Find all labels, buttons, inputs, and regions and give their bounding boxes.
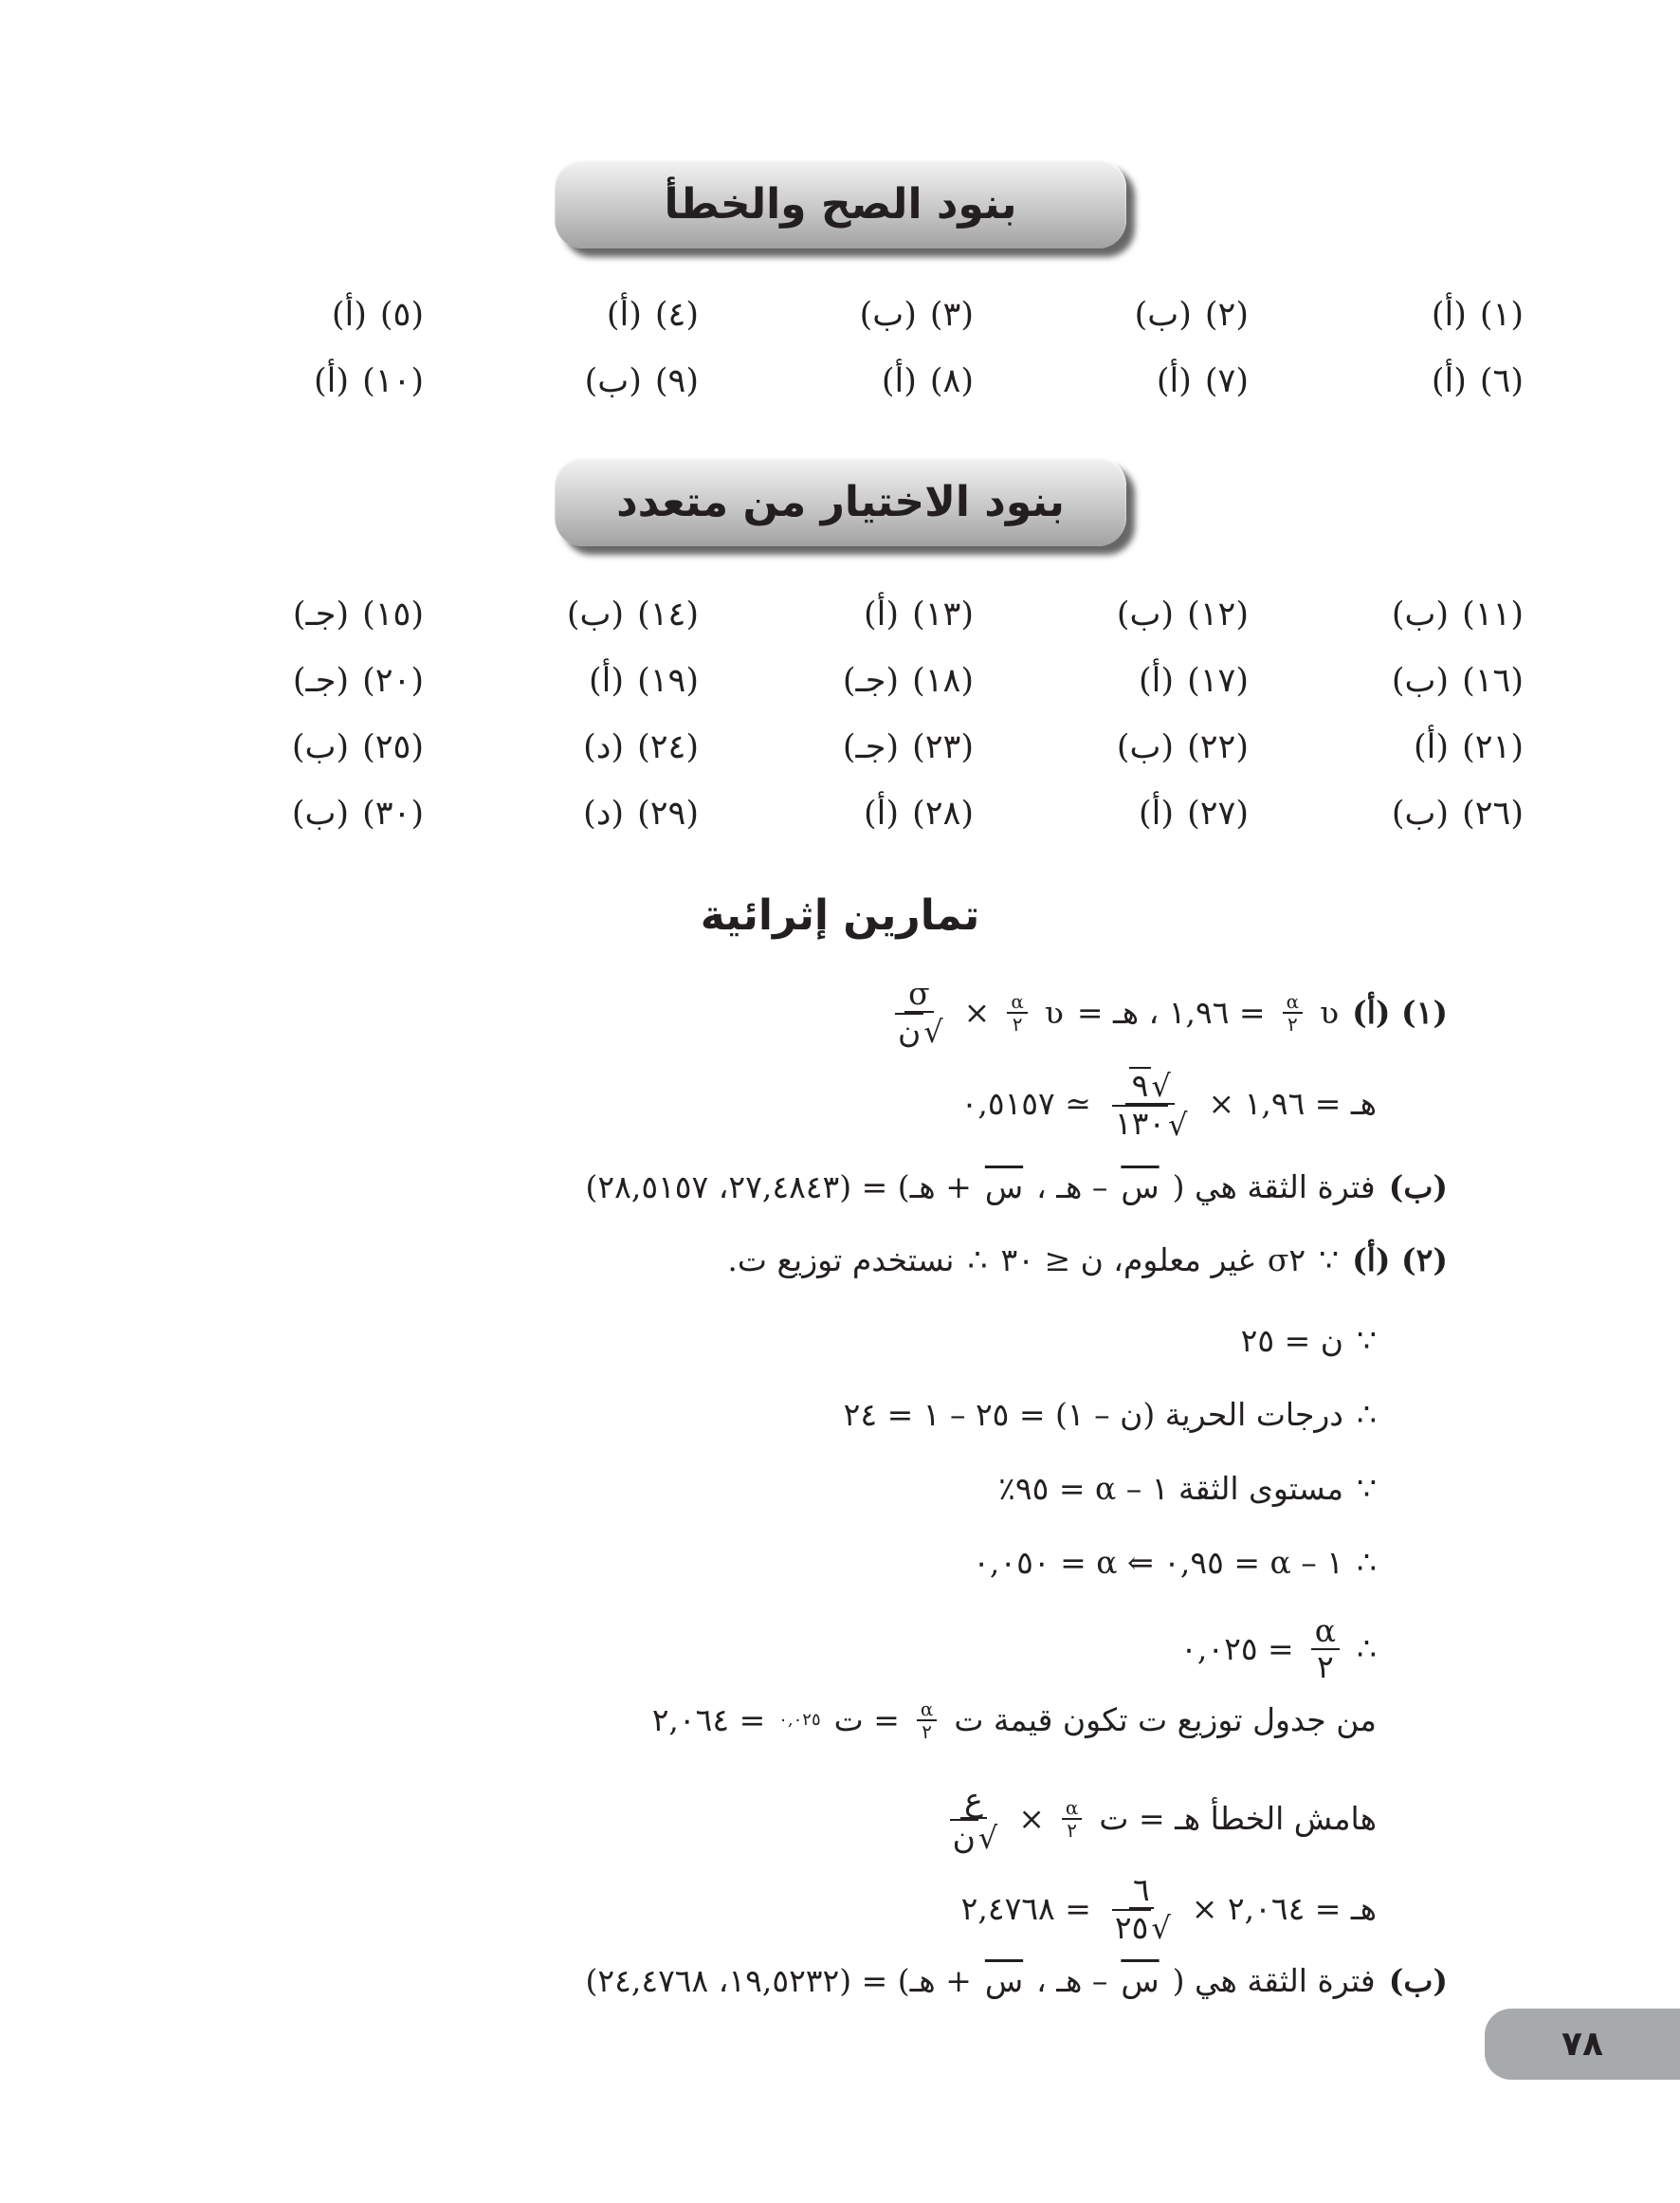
ex2-xbar-1: س xyxy=(1121,1962,1160,1999)
page-number-tab xyxy=(1485,2009,1680,2080)
answer-choice: (ب) xyxy=(1391,596,1450,633)
answer-number: (١٢) xyxy=(1187,596,1249,633)
ex2-table-sub: ٠,٠٢٥ xyxy=(778,1710,821,1730)
ex2-b-mid1: – هـ ، xyxy=(1036,1962,1108,1999)
ex1-eq-text: = ١,٩٦ ، هـ = xyxy=(1076,994,1266,1032)
answer-choice: (أ) xyxy=(1156,362,1192,400)
answer-row xyxy=(0,353,1680,410)
ex2-xbar-2: س xyxy=(984,1962,1024,1999)
ex2-confidence-line: ∵ مستوى الثقة ١ – α = ٩٥٪ xyxy=(998,1466,1377,1512)
answer-choice: (ب) xyxy=(291,728,350,766)
answer-choice: (أ) xyxy=(864,795,900,833)
answer-row xyxy=(0,286,1680,343)
answer-number: (١٨) xyxy=(912,662,974,700)
answer-choice: (أ) xyxy=(606,296,642,334)
multiple-choice-header-label: بنود الاختيار من متعدد xyxy=(616,477,1065,526)
answer-item xyxy=(272,785,424,842)
answer-number: (٩) xyxy=(654,362,699,400)
answer-choice: (أ) xyxy=(314,362,350,400)
ex1-b-mid1: – هـ ، xyxy=(1036,1168,1108,1205)
ex2-alpha-value: ١ – α = ٠,٩٥ ⇐ α = ٠,٠٥٠ xyxy=(973,1544,1343,1581)
answer-choice: (جـ) xyxy=(292,662,350,700)
answer-choice: (أ) xyxy=(864,596,900,633)
answer-number: (٢٨) xyxy=(912,795,974,833)
ex1-alpha-half-2: $\frac{\alpha}{٢}$ xyxy=(1007,991,1028,1035)
ex2-n-value: ن = ٢٥ xyxy=(1240,1322,1343,1359)
answer-choice: (أ) xyxy=(1139,795,1175,833)
ex2-calc-rhs: = ٢,٤٧٦٨ xyxy=(960,1890,1091,1928)
answer-number: (٨) xyxy=(929,362,974,400)
ex2-b-label: (ب) xyxy=(1388,1962,1448,1999)
ex2-calc-line xyxy=(961,1873,1377,1946)
answer-choice: (أ) xyxy=(1431,296,1467,334)
answer-choice: (ب) xyxy=(291,795,350,833)
answer-number: (٥) xyxy=(379,296,424,334)
answer-item xyxy=(547,286,699,343)
answer-item xyxy=(1097,586,1249,643)
ex1-xbar-1: س xyxy=(1121,1168,1160,1205)
answer-number: (٢) xyxy=(1204,296,1249,334)
answer-choice: (أ) xyxy=(1414,728,1450,766)
ex2-therefore-1: ∴ xyxy=(967,1241,988,1278)
answer-number: (١٦) xyxy=(1462,662,1524,700)
ex1-label: (١) (أ) xyxy=(1352,994,1448,1032)
answer-item xyxy=(547,719,699,776)
answer-number: (١٣) xyxy=(912,596,974,633)
ex2-table-alpha-half: $\frac{\alpha}{٢}$ xyxy=(917,1698,938,1742)
answer-choice: (أ) xyxy=(1431,362,1467,400)
answer-choice: (ب) xyxy=(1116,728,1175,766)
answer-item xyxy=(1372,785,1524,842)
answer-choice: (جـ) xyxy=(842,662,900,700)
answer-item xyxy=(1097,652,1249,709)
ex2-table-line xyxy=(652,1698,1377,1743)
answer-number: (٣٠) xyxy=(362,795,424,833)
ex1-z-symbol: ʋ xyxy=(1320,994,1340,1032)
answer-choice: (أ) xyxy=(589,662,625,700)
answer-choice: (جـ) xyxy=(842,728,900,766)
ex2-dof-line: ∴ درجات الحرية (ن – ١) = ٢٥ – ١ = ٢٤ xyxy=(844,1392,1377,1438)
answer-row xyxy=(0,785,1680,842)
answer-item xyxy=(547,652,699,709)
true-false-header-label: بنود الصح والخطأ xyxy=(664,179,1017,229)
ex2-margin-alpha-half: $\frac{\alpha}{٢}$ xyxy=(1062,1797,1083,1841)
answer-number: (٢٠) xyxy=(362,662,424,700)
answer-choice: (د) xyxy=(583,728,625,766)
ex2-line1-text: غير معلوم، ن ≤ ٣٠ xyxy=(1000,1241,1254,1278)
answer-number: (١٤) xyxy=(637,596,699,633)
answer-item xyxy=(822,586,974,643)
answer-item xyxy=(272,719,424,776)
ex2-because-1: ∵ xyxy=(1319,1241,1340,1278)
answer-item xyxy=(1372,286,1524,343)
ex1-line2-frac: √ ٩ √ ١٣٠ xyxy=(1108,1067,1192,1142)
ex1-alpha-half: $\frac{\alpha}{٢}$ xyxy=(1283,991,1304,1035)
ex1-times: × xyxy=(963,994,991,1032)
answer-row xyxy=(0,719,1680,776)
answer-number: (١) xyxy=(1479,296,1524,334)
ex1-line1 xyxy=(887,977,1448,1050)
answer-number: (١٧) xyxy=(1187,662,1249,700)
answer-choice: (د) xyxy=(583,795,625,833)
answer-item xyxy=(272,586,424,643)
ex2-b-mid2: + هـ) = (١٩,٥٢٣٢، ٢٤,٤٧٦٨) xyxy=(585,1962,972,1999)
ex2-margin-times: × xyxy=(1018,1800,1045,1838)
answer-item xyxy=(1372,353,1524,410)
true-false-header xyxy=(555,159,1126,248)
answer-item xyxy=(547,353,699,410)
answer-item xyxy=(1372,586,1524,643)
ex2-line1 xyxy=(727,1238,1448,1283)
answer-choice: (ب) xyxy=(1391,795,1450,833)
ex2-half-alpha-frac: $\frac{\alpha}{٢}$ xyxy=(1311,1614,1340,1685)
answer-choice: (ب) xyxy=(1391,662,1450,700)
answer-choice: (أ) xyxy=(881,362,917,400)
answer-number: (٢٥) xyxy=(362,728,424,766)
answer-item xyxy=(272,652,424,709)
answer-choice: (ب) xyxy=(566,596,625,633)
ex2-sigma-sq: σ٢ xyxy=(1267,1241,1306,1278)
answer-item xyxy=(822,652,974,709)
ex2-margin-frac: ع √ ن xyxy=(946,1783,1002,1856)
ex2-calc-prefix: هـ = ٢,٠٦٤ × xyxy=(1191,1890,1377,1928)
answer-item xyxy=(822,719,974,776)
ex2-margin-line xyxy=(942,1783,1377,1856)
answer-item xyxy=(1372,719,1524,776)
answer-number: (١١) xyxy=(1462,596,1524,633)
ex1-part-b xyxy=(586,1165,1448,1210)
answer-item xyxy=(547,586,699,643)
answer-choice: (ب) xyxy=(584,362,642,400)
answer-item xyxy=(822,353,974,410)
ex2-part-b xyxy=(586,1958,1448,2004)
ex1-b-prefix: فترة الثقة هي ( xyxy=(1172,1168,1376,1205)
ex1-b-mid2: + هـ) = (٢٧,٤٨٤٣، ٢٨,٥١٥٧) xyxy=(585,1168,972,1205)
answer-number: (١٩) xyxy=(637,662,699,700)
ex2-n-line: ∵ ن = ٢٥ xyxy=(1241,1318,1377,1364)
answer-choice: (أ) xyxy=(1139,662,1175,700)
answer-item xyxy=(1097,353,1249,410)
ex1-sigma-over-sqrt-n: σ √ ن xyxy=(891,977,947,1050)
answer-number: (٤) xyxy=(654,296,699,334)
answer-number: (٢٤) xyxy=(637,728,699,766)
answer-row xyxy=(0,652,1680,709)
answer-number: (١٠) xyxy=(362,362,424,400)
ex2-alpha-line: ∴ ١ – α = ٠,٩٥ ⇐ α = ٠,٠٥٠ xyxy=(973,1540,1377,1586)
answer-number: (٢٦) xyxy=(1462,795,1524,833)
ex1-z-symbol-2: ʋ xyxy=(1044,994,1064,1032)
ex2-table-prefix: من جدول توزيع ت تكون قيمة ت xyxy=(954,1701,1377,1738)
answer-number: (٢١) xyxy=(1462,728,1524,766)
answer-item xyxy=(547,785,699,842)
answer-row xyxy=(0,586,1680,643)
ex1-line2-rhs: ≃ ٠,٥١٥٧ xyxy=(960,1085,1091,1123)
ex2-label: (٢) (أ) xyxy=(1352,1241,1448,1278)
answer-choice: (ب) xyxy=(1116,596,1175,633)
ex2-half-alpha-line: ∴ $\frac{\alpha}{٢}$ = ٠,٠٢٥ xyxy=(1180,1612,1377,1686)
ex1-line2-lhs: هـ = ١,٩٦ × xyxy=(1208,1085,1377,1123)
exercises-title: تمارين إثرائية xyxy=(700,891,980,940)
multiple-choice-header xyxy=(555,457,1126,546)
answer-choice: (ب) xyxy=(859,296,917,334)
answer-number: (٦) xyxy=(1479,362,1524,400)
page-number: ٧٨ xyxy=(1561,2025,1603,2064)
ex1-xbar-2: س xyxy=(984,1168,1024,1205)
answer-choice: (جـ) xyxy=(292,596,350,633)
answer-item xyxy=(272,353,424,410)
answer-number: (٧) xyxy=(1204,362,1249,400)
answer-choice: (أ) xyxy=(331,296,367,334)
ex2-table-end: = ٢,٠٦٤ xyxy=(651,1701,766,1738)
ex1-b-label: (ب) xyxy=(1388,1168,1448,1205)
answer-number: (٢٧) xyxy=(1187,795,1249,833)
ex2-line1-end: نستخدم توزيع ت. xyxy=(727,1241,955,1278)
answer-item xyxy=(1097,719,1249,776)
ex2-b-prefix: فترة الثقة هي ( xyxy=(1172,1962,1376,1999)
answer-item xyxy=(1097,286,1249,343)
answer-item xyxy=(272,286,424,343)
answer-number: (١٥) xyxy=(362,596,424,633)
answer-item xyxy=(1097,785,1249,842)
answer-choice: (ب) xyxy=(1134,296,1192,334)
ex2-dof-value: درجات الحرية (ن – ١) = ٢٥ – ١ = ٢٤ xyxy=(843,1396,1343,1433)
answer-number: (٢٢) xyxy=(1187,728,1249,766)
ex1-line2 xyxy=(961,1067,1377,1142)
ex2-half-alpha-rhs: = ٠,٠٢٥ xyxy=(1180,1630,1294,1668)
answer-item xyxy=(822,785,974,842)
ex2-calc-frac: ٦ √ ٢٥ xyxy=(1108,1873,1175,1946)
ex2-confidence-value: مستوى الثقة ١ – α = ٩٥٪ xyxy=(998,1470,1343,1507)
answer-number: (٢٩) xyxy=(637,795,699,833)
answer-number: (٣) xyxy=(929,296,974,334)
answer-item xyxy=(1372,652,1524,709)
ex2-margin-prefix: هامش الخطأ هـ = ت xyxy=(1099,1800,1377,1838)
answer-item xyxy=(822,286,974,343)
ex2-table-mid: = ت xyxy=(833,1701,900,1738)
answer-number: (٢٣) xyxy=(912,728,974,766)
